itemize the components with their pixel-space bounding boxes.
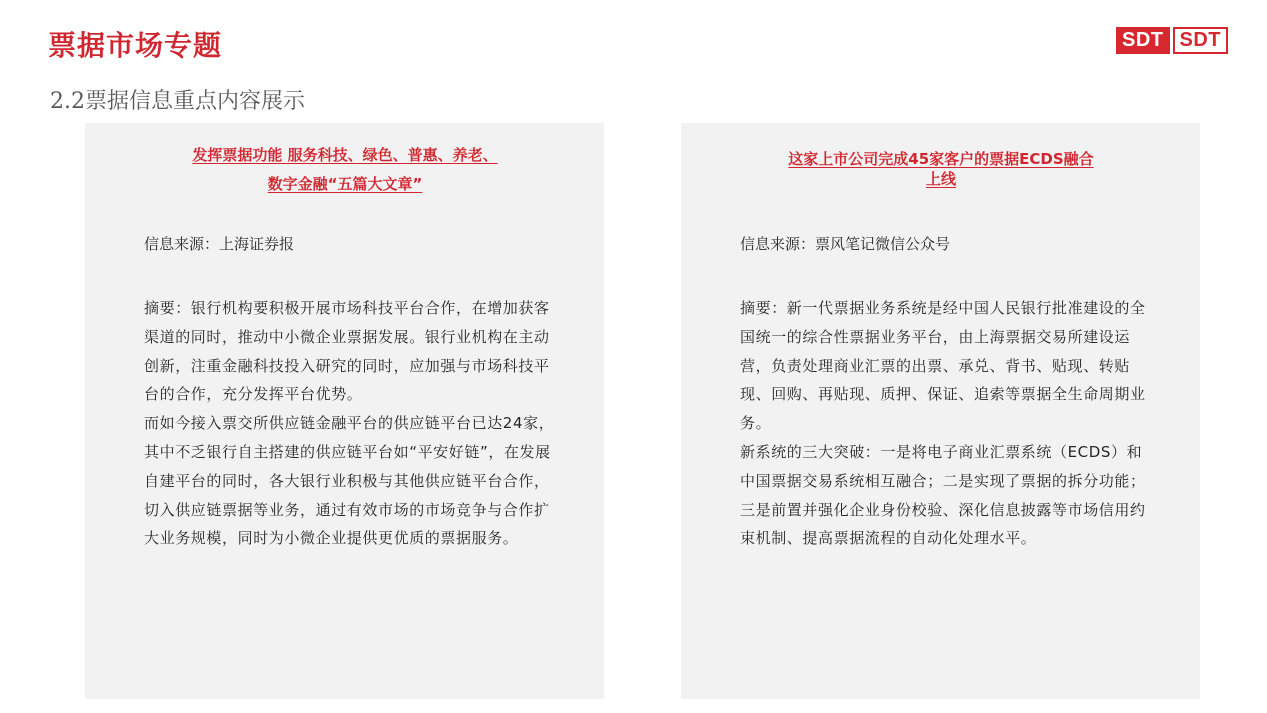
card-headline-line: 上线 xyxy=(925,170,956,188)
sdt-logo xyxy=(1116,27,1228,54)
card-headline-line: 发挥票据功能 服务科技、绿色、普惠、养老、 xyxy=(192,146,498,164)
card-paragraph: 而如今接入票交所供应链金融平台的供应链平台已达24家，其中不乏银行自主搭建的供应链平台如“平安好链”，在发展自建平台的同时，各大银行业积极与其他供应链平台合作，切入供应链票据等业务，通过有效市场的市场竞争与合作扩大业务规模，同时为小微企业提供更优质的票据服务。 xyxy=(144,414,555,548)
logo-outline-text: SDT xyxy=(1173,27,1229,54)
card-source: 信息来源：上海证券报 xyxy=(144,235,295,253)
card-headline-line: 数字金融“五篇大文章” xyxy=(267,175,423,193)
logo-solid-text: SDT xyxy=(1116,27,1170,54)
section-title: 2.2票据信息重点内容展示 xyxy=(50,89,305,114)
card-headline-link[interactable] xyxy=(125,141,565,199)
card-body xyxy=(144,294,556,553)
page-title: 票据市场专题 xyxy=(48,29,223,62)
card-paragraph: 新系统的三大突破：一是将电子商业汇票系统（ECDS）和中国票据交易系统相互融合；二是实现了票据的拆分功能；三是前置并强化企业身份校验、深化信息披露等市场信用约束机制、提高票据流程的自动化处理水平。 xyxy=(740,442,1146,548)
card-source: 信息来源：票风笔记微信公众号 xyxy=(740,235,951,253)
card-headline-line: 这家上市公司完成45家客户的票据ECDS融合 xyxy=(788,150,1094,168)
card-body xyxy=(740,294,1152,553)
card-paragraph: 摘要：新一代票据业务系统是经中国人民银行批准建设的全国统一的综合性票据业务平台，由上海票据交易所建设运营，负责处理商业汇票的出票、承兑、背书、贴现、转贴现、回购、再贴现、质押、保证、追索等票据全生命周期业务。 xyxy=(740,299,1146,433)
news-card-right xyxy=(681,123,1200,699)
card-paragraph: 摘要：银行机构要积极开展市场科技平台合作，在增加获客渠道的同时，推动中小微企业票据发展。银行业机构在主动创新，注重金融科技投入研究的同时，应加强与市场科技平台的合作，充分发挥平台优势。 xyxy=(144,299,550,404)
card-headline-link[interactable] xyxy=(721,149,1161,189)
news-card-left xyxy=(85,123,604,699)
